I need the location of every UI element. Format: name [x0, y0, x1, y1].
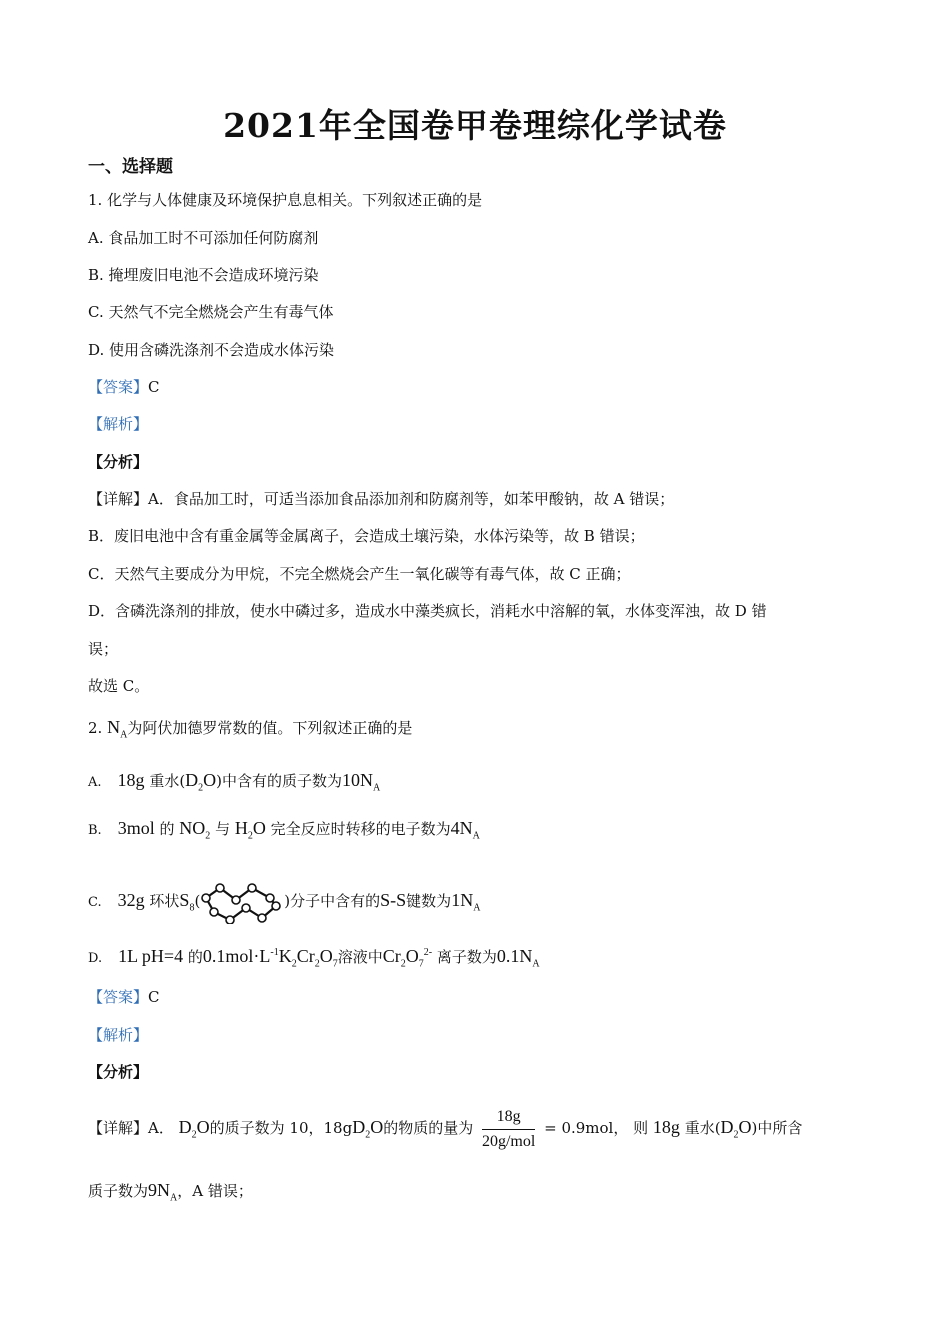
- detail-tag: 【详解】: [88, 490, 149, 508]
- opt-b-mol: 3mol: [117, 818, 155, 838]
- f-sub: 8: [189, 902, 195, 914]
- f-d: D: [352, 1117, 366, 1137]
- formula-h2o: [234, 818, 266, 842]
- f-sub: 2: [205, 830, 211, 842]
- q2-answer: [88, 987, 160, 1007]
- detail-text3: = 0.9mol， 则: [544, 1119, 649, 1137]
- f-sub: 2: [733, 1129, 739, 1141]
- q1-detail-c: C．天然气主要成分为甲烷，不完全燃烧会产生一氧化碳等有毒气体，故 C 正确；: [88, 565, 631, 583]
- detail-text1: 的质子数为 10，18g: [209, 1119, 353, 1137]
- detail-a-prefix: A．: [148, 1119, 174, 1137]
- value-1na: [451, 890, 481, 914]
- opt-d-volume: 1L pH=4: [118, 946, 184, 966]
- opt-c-mass: 32g: [117, 890, 145, 910]
- q2-option-b: [88, 818, 480, 847]
- f-charge: 2-: [423, 947, 433, 958]
- f-k: K: [278, 946, 292, 966]
- f-sup: -1: [270, 947, 279, 958]
- f-no: NO: [179, 818, 206, 838]
- q2-fenxi: 【分析】: [88, 1063, 149, 1081]
- v-main: 10N: [342, 770, 374, 790]
- paren-open: (: [194, 892, 201, 910]
- f-o: O: [405, 946, 419, 966]
- formula-concentration: [202, 946, 338, 970]
- value-10na: [342, 770, 381, 794]
- f-o: O: [196, 1117, 210, 1137]
- f-sub: 7: [332, 958, 338, 970]
- detail-text2: 的物质的量为: [383, 1119, 474, 1137]
- f-cr: Cr: [382, 946, 401, 966]
- option-label: A.: [88, 775, 102, 790]
- q2-option-c: [88, 880, 480, 924]
- f-h: H: [234, 818, 248, 838]
- opt-c-text1: 环状: [149, 892, 180, 910]
- f-o: O: [738, 1117, 752, 1137]
- answer-value: C: [148, 378, 160, 396]
- f-sub: 2: [191, 1129, 197, 1141]
- q1-detail-d-cont: 误；: [88, 640, 119, 658]
- na-sub: A: [120, 729, 128, 741]
- formula-cr2o7-ion: [382, 946, 433, 970]
- opt-d-text2: 溶液中: [337, 948, 383, 966]
- f-sub: 2: [365, 1129, 371, 1141]
- value-9na: [148, 1180, 178, 1204]
- detail-text: A．食品加工时，可适当添加食品添加剂和防腐剂等，如苯甲酸钠，故 A 错误；: [148, 490, 675, 508]
- detail2-text1: 质子数为: [88, 1182, 149, 1200]
- q2-detail-a-cont: [88, 1180, 253, 1209]
- q1-conclusion: 故选 C。: [88, 677, 150, 695]
- v-sub: A: [170, 1192, 178, 1204]
- q2-option-a: [88, 770, 380, 799]
- q1-fenxi: 【分析】: [88, 453, 149, 471]
- detail-text5: )中所含: [751, 1119, 803, 1137]
- opt-b-text3: 完全反应时转移的电子数为: [270, 820, 451, 838]
- f-sub: 2: [291, 958, 297, 970]
- q1-option-b: B. 掩埋废旧电池不会造成环境污染: [88, 266, 319, 284]
- v-sub: A: [532, 958, 540, 970]
- detail-mass: 18g: [652, 1117, 680, 1137]
- f-d: D: [178, 1117, 192, 1137]
- formula-s8: [179, 890, 195, 914]
- f-s: S: [179, 890, 190, 910]
- option-label: D.: [88, 951, 103, 966]
- page-title: 2021年全国卷甲卷理综化学试卷: [223, 106, 727, 145]
- q1-detail-a: [88, 489, 674, 509]
- fraction: [482, 1107, 535, 1152]
- formula-d2o: [185, 770, 217, 794]
- q1-answer: [88, 377, 160, 397]
- q1-detail-b: B．废旧电池中含有重金属等金属离子，会造成土壤污染，水体污染等，故 B 错误；: [88, 527, 645, 545]
- formula-d2o: [720, 1117, 752, 1141]
- opt-c-text3: 键数为: [406, 892, 452, 910]
- v-main: 4N: [450, 818, 473, 838]
- opt-d-text1: 的: [187, 948, 203, 966]
- q1-option-a: A. 食品加工时不可添加任何防腐剂: [88, 229, 319, 247]
- formula-d2o: [352, 1117, 384, 1141]
- q2-number: 2.: [88, 719, 103, 737]
- q1-stem: 1. 化学与人体健康及环境保护息息相关。下列叙述正确的是: [88, 191, 483, 209]
- fraction-denominator: 20g/mol: [481, 1132, 536, 1150]
- option-label: B.: [88, 823, 102, 838]
- detail2-text2: ，A 错误；: [177, 1182, 253, 1200]
- q2-option-d: [88, 943, 540, 975]
- opt-a-text2: )中含有的质子数为: [216, 772, 343, 790]
- f-o: O: [319, 946, 333, 966]
- opt-c-text2: )分子中含有的: [284, 892, 381, 910]
- section-heading: 一、选择题: [88, 157, 173, 177]
- q1-detail-d: D．含磷洗涤剂的排放，使水中磷过多，造成水中藻类疯长，消耗水中溶解的氧，水体变浑浊，故 D 错: [88, 602, 767, 620]
- option-label: C.: [88, 895, 102, 910]
- s8-ring-structure-icon: [200, 880, 284, 924]
- v-main: 9N: [148, 1180, 171, 1200]
- f-sub: 7: [418, 958, 424, 970]
- f-cr: Cr: [296, 946, 315, 966]
- opt-b-text2: 与: [215, 820, 231, 838]
- f-o: O: [370, 1117, 384, 1137]
- opt-b-text1: 的: [159, 820, 175, 838]
- v-sub: A: [373, 782, 381, 794]
- q2-stem: [88, 717, 412, 746]
- q1-option-d: D. 使用含磷洗涤剂不会造成水体污染: [88, 341, 335, 359]
- formula-d2o: [178, 1117, 210, 1141]
- formula-no2: [179, 818, 211, 842]
- v-main: 0.1N: [496, 946, 533, 966]
- f-conc: 0.1mol·L: [202, 946, 271, 966]
- v-sub: A: [473, 902, 481, 914]
- detail-tag: 【详解】: [88, 1119, 149, 1137]
- fraction-numerator: 18g: [482, 1107, 535, 1130]
- q2-analysis-tag: 【解析】: [88, 1026, 149, 1044]
- q1-option-c: C. 天然气不完全燃烧会产生有毒气体: [88, 303, 334, 321]
- value-0-1na: [496, 946, 540, 970]
- value-4na: [450, 818, 480, 842]
- q2-stem-text: 为阿伏加德罗常数的值。下列叙述正确的是: [127, 719, 413, 737]
- q2-detail-a: [88, 1102, 802, 1161]
- detail-text4: 重水(: [684, 1119, 721, 1137]
- f-sub: 2: [247, 830, 253, 842]
- opt-d-text3: 离子数为: [436, 948, 497, 966]
- q1-analysis-tag: 【解析】: [88, 415, 149, 433]
- f-o: O: [252, 818, 266, 838]
- f-d: D: [720, 1117, 734, 1137]
- f-sub: 2: [400, 958, 406, 970]
- f-o: O: [203, 770, 217, 790]
- v-sub: A: [472, 830, 480, 842]
- v-main: 1N: [451, 890, 474, 910]
- f-d: D: [185, 770, 199, 790]
- answer-value: C: [148, 988, 160, 1006]
- na-symbol: [107, 717, 128, 741]
- answer-tag: 【答案】: [88, 988, 149, 1006]
- f-sub: 2: [198, 782, 204, 794]
- opt-a-mass: 18g: [117, 770, 145, 790]
- f-sub: 2: [314, 958, 320, 970]
- answer-tag: 【答案】: [88, 378, 149, 396]
- opt-a-text1: 重水(: [149, 772, 186, 790]
- formula-s-s: S-S: [380, 890, 407, 910]
- na-letter: N: [107, 717, 121, 737]
